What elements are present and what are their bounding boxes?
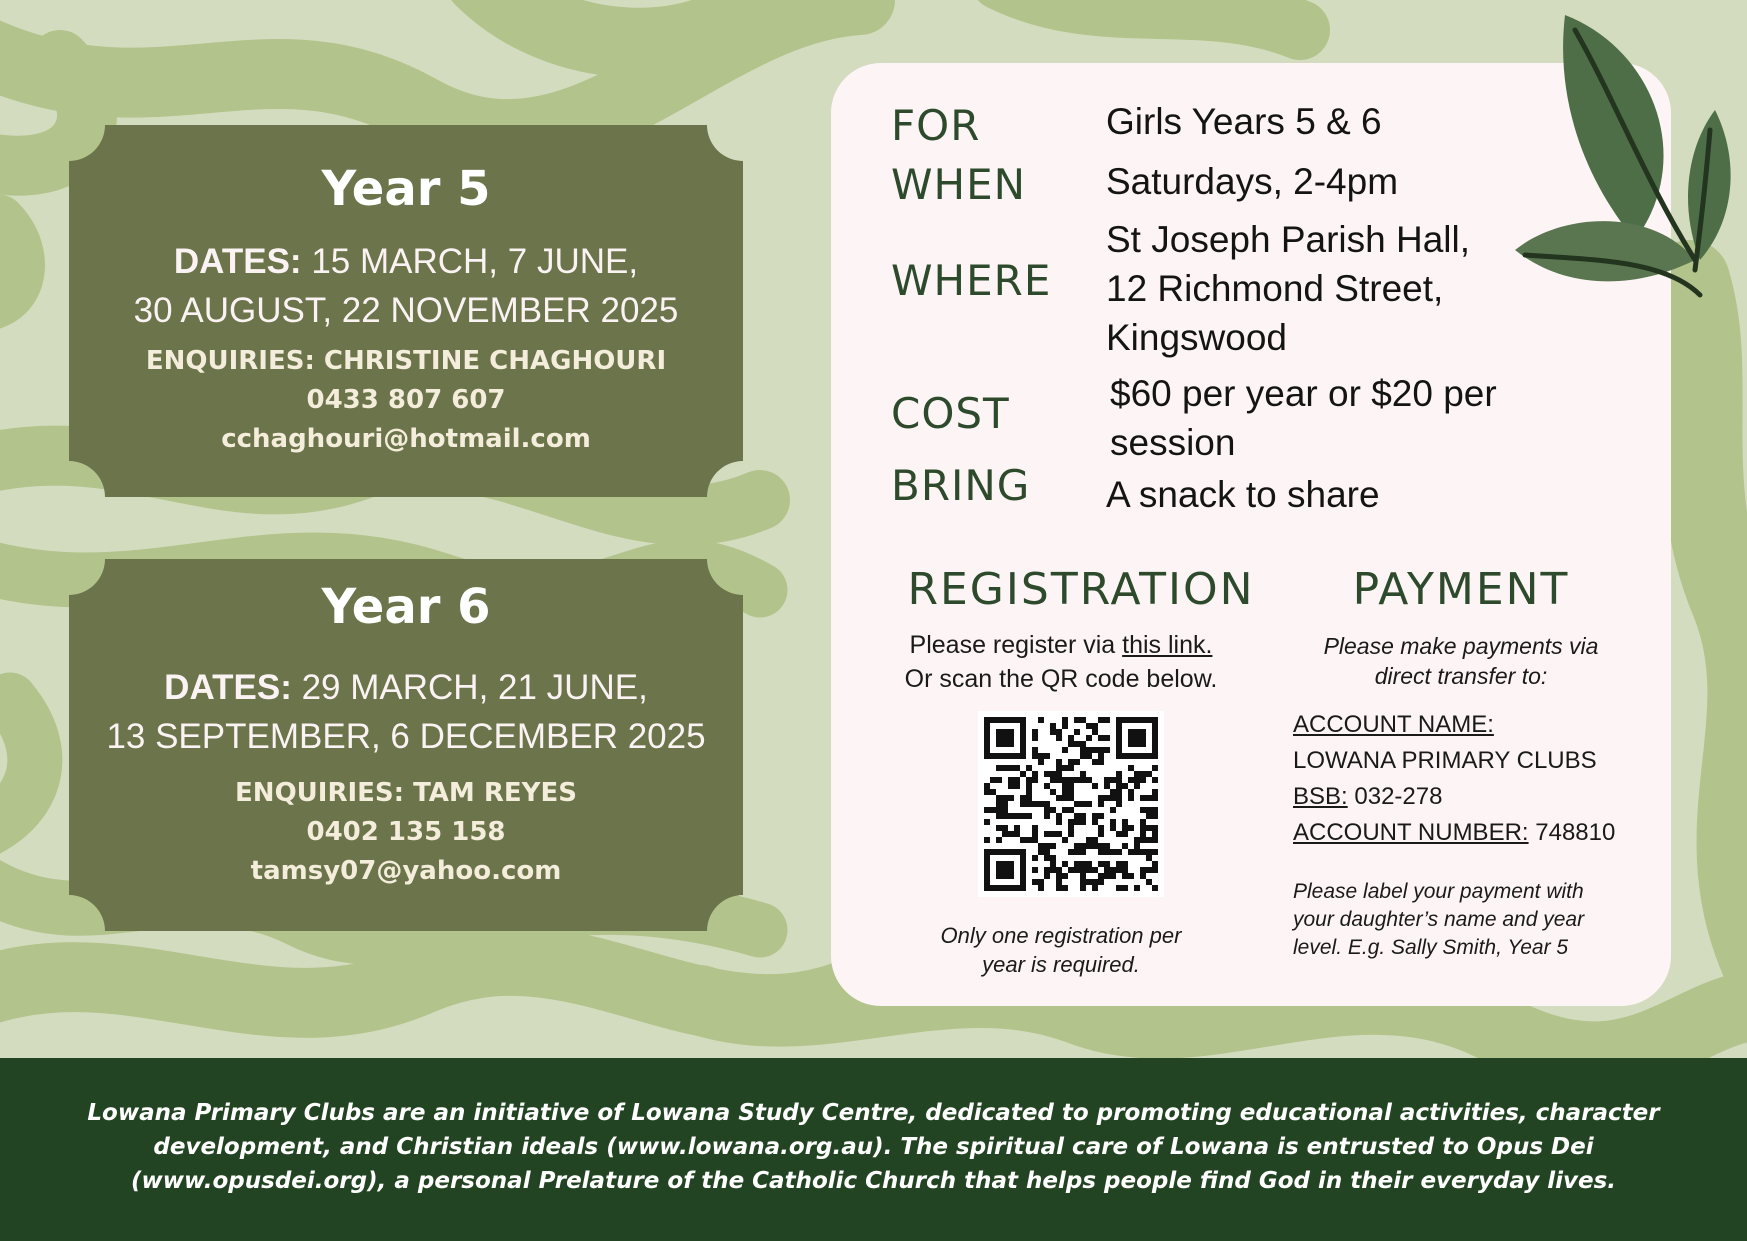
register-prefix: Please register via (909, 631, 1123, 659)
enquiries-email[interactable]: tamsy07@yahoo.com (250, 856, 562, 886)
intro-line1: Please make payments via (1323, 633, 1599, 659)
where-line2: 12 Richmond Street, (1106, 268, 1444, 309)
enquiries-phone: 0402 135 158 (306, 817, 506, 847)
cost-line1: $60 per year or $20 per (1110, 373, 1497, 414)
year5-dates (69, 237, 743, 335)
qr-code-icon[interactable] (978, 711, 1164, 897)
note-line3: level. E.g. Sally Smith, Year 5 (1293, 936, 1569, 959)
dates-line1: 15 MARCH, 7 JUNE, (311, 242, 639, 281)
account-name-value: LOWANA PRIMARY CLUBS (1293, 747, 1597, 774)
bring-value: A snack to share (1106, 474, 1380, 515)
when-value: Saturdays, 2-4pm (1106, 161, 1399, 202)
note-line2: year is required. (982, 952, 1140, 977)
year6-enquiries (69, 774, 743, 891)
enquiries-name: ENQUIRIES: CHRISTINE CHAGHOURI (145, 346, 667, 376)
registration-link[interactable]: this link. (1122, 631, 1213, 659)
footer-line2: development, and Christian ideals (www.lowana.org.au). The spiritual care of Lowana is entrusted to Opus Dei (153, 1134, 1594, 1160)
intro-line2: direct transfer to: (1374, 663, 1548, 689)
enquiries-phone: 0433 807 607 (306, 385, 506, 415)
year5-ticket (69, 125, 743, 497)
where-value (1106, 215, 1470, 362)
footer (0, 1058, 1747, 1241)
year5-enquiries (69, 342, 743, 459)
payment-note (1293, 878, 1584, 962)
dates-line2: 30 AUGUST, 22 NOVEMBER 2025 (133, 291, 679, 330)
footer-line1: Lowana Primary Clubs are an initiative of Lowana Study Centre, dedicated to promoting educational activities, character (87, 1100, 1660, 1126)
enquiries-name: ENQUIRIES: TAM REYES (235, 778, 577, 808)
year6-dates (69, 663, 743, 761)
when-label: WHEN (891, 160, 1027, 209)
enquiries-email[interactable]: cchaghouri@hotmail.com (221, 424, 591, 454)
payment-intro (1261, 631, 1661, 691)
bsb-label: BSB: (1293, 783, 1348, 810)
dates-line2: 13 SEPTEMBER, 6 DECEMBER 2025 (106, 717, 706, 756)
account-name-label: ACCOUNT NAME: (1293, 711, 1494, 738)
account-number-value: 748810 (1535, 819, 1616, 846)
note-line2: your daughter’s name and year (1293, 908, 1585, 931)
leaf-branch-icon (1505, 10, 1747, 330)
note-line1: Only one registration per (940, 923, 1182, 948)
for-label: FOR (891, 101, 981, 150)
year5-title: Year 5 (321, 161, 491, 217)
dates-label: DATES: (164, 668, 292, 707)
year6-ticket (69, 559, 743, 931)
cost-line2: session (1110, 422, 1236, 463)
registration-note (861, 921, 1261, 979)
footer-text (80, 1096, 1667, 1198)
registration-instructions (861, 628, 1261, 696)
dates-line1: 29 MARCH, 21 JUNE, (301, 668, 648, 707)
cost-label: COST (891, 389, 1010, 438)
registration-heading: REGISTRATION (907, 564, 1255, 615)
payment-heading: PAYMENT (1352, 564, 1570, 615)
for-value: Girls Years 5 & 6 (1106, 101, 1382, 142)
where-line1: St Joseph Parish Hall, (1106, 219, 1471, 260)
qr-code-graphic (978, 711, 1164, 897)
where-label: WHERE (891, 256, 1052, 305)
bring-label: BRING (891, 461, 1031, 510)
note-line1: Please label your payment with (1293, 880, 1584, 903)
year6-title: Year 6 (321, 579, 491, 635)
where-line3: Kingswood (1106, 317, 1288, 358)
account-number-label: ACCOUNT NUMBER: (1293, 819, 1529, 846)
payment-details (1293, 707, 1615, 851)
cost-value (1110, 369, 1497, 467)
footer-line3: (www.opusdei.org), a personal Prelature of the Catholic Church that helps people find God in their everyday lives. (130, 1168, 1617, 1194)
bsb-value: 032-278 (1354, 783, 1443, 810)
dates-label: DATES: (173, 242, 302, 281)
register-line2: Or scan the QR code below. (904, 665, 1218, 693)
